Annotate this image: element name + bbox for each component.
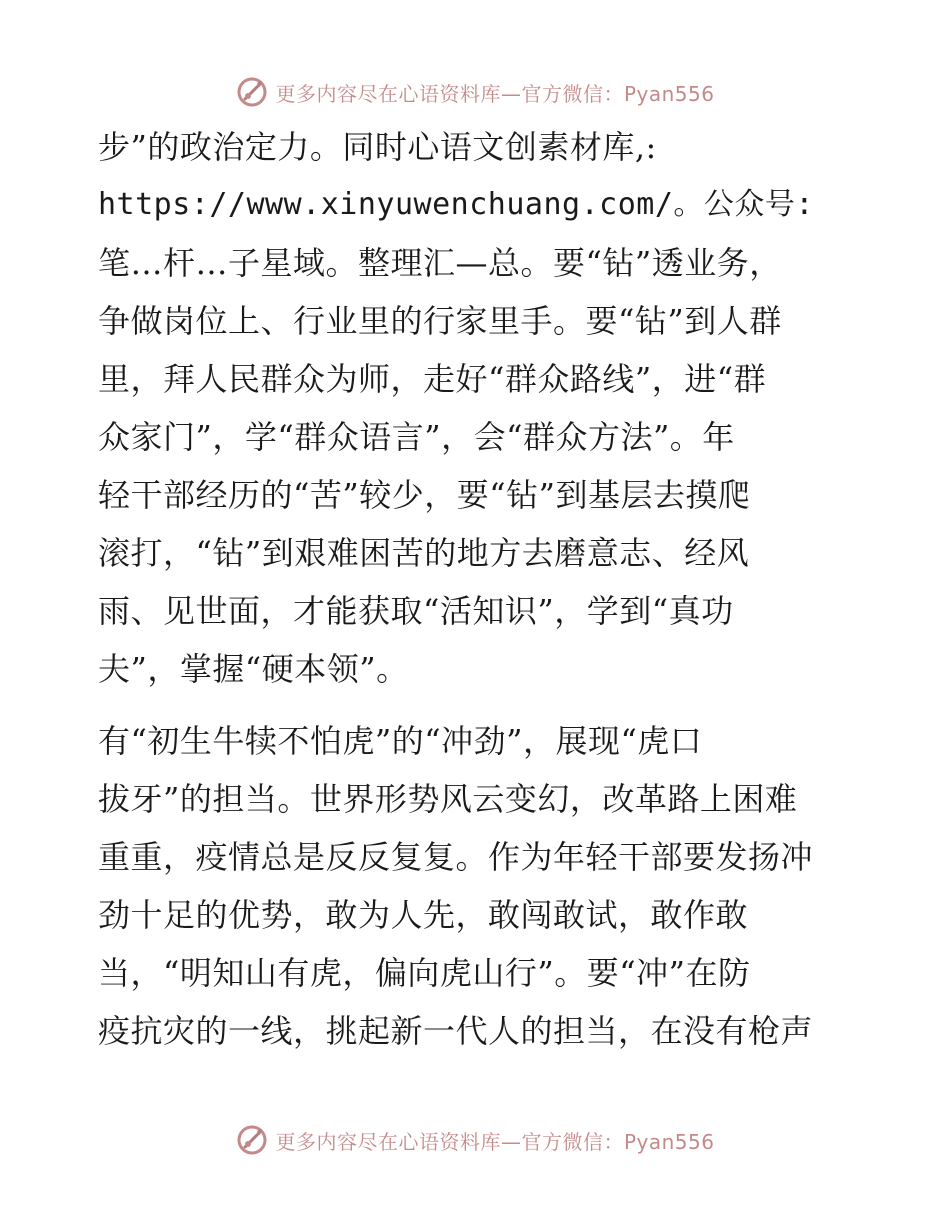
- text-line: 雨、见世面，才能获取“活知识”，学到“真功: [98, 592, 734, 630]
- text-line: 有“初生牛犊不怕虎”的“冲劲”，展现“虎口: [98, 722, 703, 760]
- document-body: [98, 118, 858, 1060]
- text-line: 步”的政治定力。同时心语文创素材库,:: [98, 128, 657, 166]
- paragraph-2: [98, 712, 858, 1060]
- text-line: 劲十足的优势，敢为人先，敢闯敢试，敢作敢: [98, 896, 749, 934]
- header-watermark: [0, 72, 950, 112]
- footer-watermark-text: 更多内容尽在心语资料库—官方微信：Pyan556: [275, 1129, 715, 1154]
- text-line: 里，拜人民群众为师，走好“群众路线”，进“群: [98, 360, 767, 398]
- text-line: https://www.xinyuwenchuang.com/。公众号:: [98, 187, 814, 222]
- paragraph-gap: [98, 698, 858, 712]
- text-line: 拔牙”的担当。世界形势风云变幻，改革路上困难: [98, 780, 798, 818]
- text-line: 夫”，掌握“硬本领”。: [98, 650, 409, 688]
- text-line: 笔…杆…子星域。整理汇—总。要“钻”透业务，: [98, 244, 782, 282]
- text-line: 当，“明知山有虎，偏向虎山行”。要“冲”在防: [98, 954, 751, 992]
- text-line: 争做岗位上、行业里的行家里手。要“钻”到人群: [98, 302, 782, 340]
- header-watermark-text: 更多内容尽在心语资料库—官方微信：Pyan556: [275, 81, 715, 106]
- text-line: 众家门”，学“群众语言”，会“群众方法”。年: [98, 418, 735, 456]
- footer-watermark: [0, 1120, 950, 1160]
- brand-logo-icon: [235, 1123, 269, 1157]
- text-line: 滚打，“钻”到艰难困苦的地方去磨意志、经风: [98, 534, 750, 572]
- text-line: 疫抗灾的一线，挑起新一代人的担当，在没有枪声: [98, 1012, 814, 1050]
- text-line: 轻干部经历的“苦”较少，要“钻”到基层去摸爬: [98, 476, 751, 514]
- paragraph-1: [98, 118, 858, 698]
- brand-logo-icon: [235, 75, 269, 109]
- text-line: 重重，疫情总是反反复复。作为年轻干部要发扬冲: [98, 838, 814, 876]
